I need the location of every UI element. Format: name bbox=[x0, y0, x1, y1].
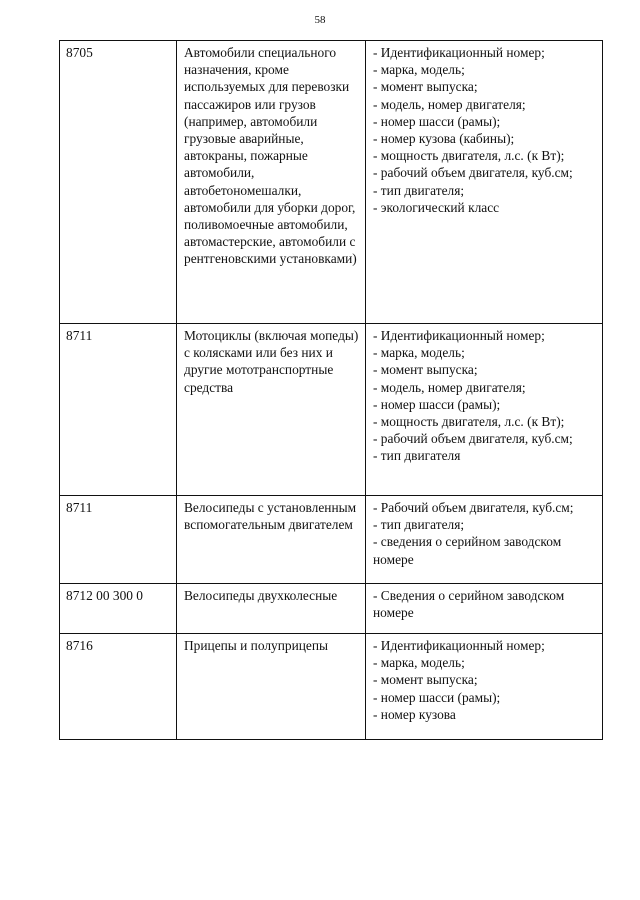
property-item: - марка, модель; bbox=[373, 62, 465, 78]
table-row bbox=[60, 496, 603, 584]
tnved-code-cell: 8712 00 300 0 bbox=[60, 584, 177, 634]
vehicle-name-cell: Автомобили специального назначения, кроме используемых для перевозки пассажиров или грузов (например, автомобили грузовые аварийные, автокраны, пожарные автомобили, автобетономешалки, автомобили для уборки дорог, поливомоечные автомобили, автомастерские, автомобили с рентгеновскими установками) bbox=[177, 41, 366, 324]
property-item: - марка, модель; bbox=[373, 345, 465, 361]
vehicle-name-cell: Прицепы и полуприцепы bbox=[177, 634, 366, 740]
properties-cell bbox=[366, 41, 603, 324]
tnved-code-cell: 8705 bbox=[60, 41, 177, 324]
property-item: - Рабочий объем двигателя, куб.см; bbox=[373, 500, 574, 515]
table-row bbox=[60, 634, 603, 740]
property-item: - модель, номер двигателя; bbox=[373, 96, 526, 112]
property-item: - модель, номер двигателя; bbox=[373, 379, 526, 395]
property-item: - Сведения о серийном заводском номере bbox=[373, 588, 565, 621]
tnved-code-cell: 8711 bbox=[60, 496, 177, 584]
table-row bbox=[60, 324, 603, 496]
property-item: - номер шасси (рамы); bbox=[373, 689, 501, 705]
property-item: - рабочий объем двигателя, куб.см; bbox=[373, 165, 573, 181]
property-item: - марка, модель; bbox=[373, 655, 465, 671]
property-item: - момент выпуска; bbox=[373, 362, 478, 378]
property-item: - Идентификационный номер; bbox=[373, 638, 545, 653]
properties-cell bbox=[366, 634, 603, 740]
property-item: - мощность двигателя, л.с. (к Вт); bbox=[373, 148, 565, 164]
property-item: - Идентификационный номер; bbox=[373, 45, 545, 60]
table-row bbox=[60, 41, 603, 324]
tnved-code-cell: 8716 bbox=[60, 634, 177, 740]
property-item: - тип двигателя; bbox=[373, 517, 465, 533]
vehicle-codes-table bbox=[59, 40, 603, 740]
property-item: - номер кузова bbox=[373, 706, 456, 722]
property-item: - момент выпуска; bbox=[373, 79, 478, 95]
vehicle-name-cell: Мотоциклы (включая мопеды) с колясками или без них и другие мототранспортные средства bbox=[177, 324, 366, 496]
vehicle-name-cell: Велосипеды с установленным вспомогательным двигателем bbox=[177, 496, 366, 584]
properties-cell bbox=[366, 324, 603, 496]
property-item: - экологический класс bbox=[373, 199, 500, 215]
property-item: - номер шасси (рамы); bbox=[373, 113, 501, 129]
property-item: - номер кузова (кабины); bbox=[373, 131, 515, 147]
property-item: - сведения о серийном заводском номере bbox=[373, 534, 562, 567]
property-item: - Идентификационный номер; bbox=[373, 328, 545, 343]
page-number: 58 bbox=[314, 14, 326, 26]
property-item: - номер шасси (рамы); bbox=[373, 396, 501, 412]
property-item: - тип двигателя bbox=[373, 448, 461, 464]
property-item: - мощность двигателя, л.с. (к Вт); bbox=[373, 414, 565, 430]
property-item: - момент выпуска; bbox=[373, 672, 478, 688]
properties-cell bbox=[366, 584, 603, 634]
property-item: - тип двигателя; bbox=[373, 182, 465, 198]
property-item: - рабочий объем двигателя, куб.см; bbox=[373, 431, 573, 447]
table-row bbox=[60, 584, 603, 634]
properties-cell bbox=[366, 496, 603, 584]
vehicle-name-cell: Велосипеды двухколесные bbox=[177, 584, 366, 634]
tnved-code-cell: 8711 bbox=[60, 324, 177, 496]
